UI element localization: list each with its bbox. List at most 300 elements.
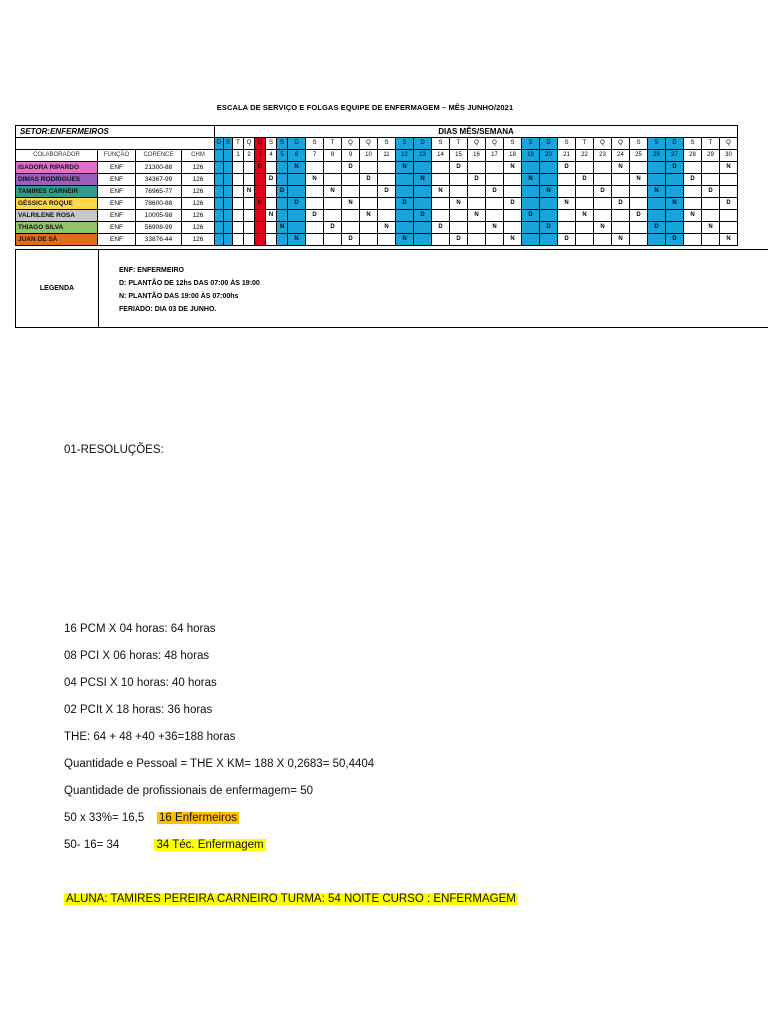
shift-cell: D [432,222,450,234]
staff-coren: 34367-99 [136,174,182,186]
staff-coren: 56908-99 [136,222,182,234]
staff-chm: 126 [182,234,215,246]
shift-cell: N [594,222,612,234]
staff-row [16,234,738,246]
weekday-header: S [432,138,450,150]
shift-cell: N [288,162,306,174]
shift-cell [702,198,720,210]
shift-cell: N [720,234,738,246]
shift-cell [558,174,576,186]
weekday-header: T [324,138,342,150]
shift-cell: D [486,186,504,198]
shift-cell [594,162,612,174]
shift-cell [255,234,266,246]
shift-cell [360,222,378,234]
resolucao-line: 16 PCM X 04 horas: 64 horas [64,623,216,635]
weekday-header: D [666,138,684,150]
shift-cell [450,174,468,186]
shift-cell [594,174,612,186]
shift-cell: D [450,162,468,174]
setor-label: SETOR:ENFERMEIROS [16,126,215,138]
shift-cell: N [396,162,414,174]
shift-cell [720,210,738,222]
column-header: CHM [182,150,215,162]
shift-cell [233,174,244,186]
shift-cell: D [306,210,324,222]
shift-cell: N [244,186,255,198]
shift-cell: N [576,210,594,222]
shift-cell: D [720,198,738,210]
legend-box [15,249,768,328]
shift-cell [306,198,324,210]
shift-cell [414,234,432,246]
resolucao-line: 08 PCI X 06 horas: 48 horas [64,650,210,662]
day-number: 3 [255,150,266,162]
shift-cell: D [396,198,414,210]
shift-cell [342,210,360,222]
shift-cell: D [324,222,342,234]
shift-cell [648,210,666,222]
shift-cell [324,198,342,210]
staff-coren: 10005-98 [136,210,182,222]
shift-cell: N [378,222,396,234]
staff-coren: 78600-88 [136,198,182,210]
shift-cell [648,162,666,174]
shift-cell: D [277,186,288,198]
shift-cell [594,198,612,210]
shift-cell: N [266,210,277,222]
shift-cell: N [342,198,360,210]
shift-cell [288,186,306,198]
shift-cell [648,234,666,246]
legend-line: D: PLANTÃO DE 12hs DAS 07:00 ÀS 19:00 [119,280,260,287]
shift-cell [486,174,504,186]
staff-chm: 126 [182,210,215,222]
shift-cell [702,234,720,246]
shift-cell [266,198,277,210]
shift-cell [540,162,558,174]
shift-cell: D [378,186,396,198]
shift-cell [468,198,486,210]
resolucao-line: Quantidade de profissionais de enfermagem= 50 [64,785,314,797]
shift-cell [666,222,684,234]
highlight-tecnicos: 34 Téc. Enfermagem [156,839,264,851]
shift-cell [233,234,244,246]
calc-text: 50- 16= 34 [64,839,120,851]
shift-cell [277,162,288,174]
day-number: 23 [594,150,612,162]
shift-cell [468,186,486,198]
shift-cell [378,198,396,210]
shift-cell [244,222,255,234]
shift-cell: N [504,162,522,174]
shift-cell [215,198,224,210]
shift-cell [414,222,432,234]
day-number: 16 [468,150,486,162]
day-number: 14 [432,150,450,162]
weekday-header: D [414,138,432,150]
shift-cell: N [540,186,558,198]
legend-label: LEGENDA [16,250,99,327]
day-number: 21 [558,150,576,162]
shift-cell: D [450,234,468,246]
weekday-header: D [215,138,224,150]
shift-cell: D [540,222,558,234]
legend-lines [119,264,260,316]
shift-cell: N [324,186,342,198]
shift-cell [522,222,540,234]
weekday-header: Q [612,138,630,150]
shift-cell [468,234,486,246]
shift-cell: N [432,186,450,198]
day-number: 9 [342,150,360,162]
shift-cell [612,222,630,234]
shift-cell [215,174,224,186]
shift-cell [378,174,396,186]
shift-cell [215,234,224,246]
day-number [215,150,224,162]
shift-cell [324,162,342,174]
resolucao-line: Quantidade e Pessoal = THE X KM= 188 X 0,2683= 50,4404 [64,758,375,770]
staff-row [16,162,738,174]
shift-cell: D [648,222,666,234]
shift-cell: D [360,174,378,186]
day-number: 29 [702,150,720,162]
shift-cell [255,222,266,234]
shift-cell [378,210,396,222]
shift-cell [266,162,277,174]
shift-cell [277,210,288,222]
staff-funcao: ENF [98,222,136,234]
column-header: COLABORADOR [16,150,98,162]
weekday-header: S [277,138,288,150]
day-number: 28 [684,150,702,162]
staff-chm: 126 [182,198,215,210]
shift-cell [432,210,450,222]
weekday-header: S [396,138,414,150]
shift-cell [612,210,630,222]
day-number: 13 [414,150,432,162]
shift-cell [288,210,306,222]
shift-cell [432,162,450,174]
staff-name: JUAN DE SÁ [16,234,98,246]
shift-cell: N [468,210,486,222]
day-number: 7 [306,150,324,162]
shift-cell [396,186,414,198]
shift-cell [224,198,233,210]
shift-cell [594,234,612,246]
shift-cell [215,162,224,174]
shift-cell [450,210,468,222]
shift-cell [504,222,522,234]
shift-cell [486,210,504,222]
shift-cell [630,162,648,174]
legend-line: ENF: ENFERMEIRO [119,267,184,274]
staff-funcao: ENF [98,174,136,186]
shift-cell [360,162,378,174]
dias-label: DIAS MÊS/SEMANA [215,126,738,138]
shift-cell [215,222,224,234]
staff-name: TAMIRES CARNEIR [16,186,98,198]
shift-cell [630,222,648,234]
weekday-header: Q [244,138,255,150]
weekday-header: Q [720,138,738,150]
shift-cell: N [360,210,378,222]
legend-line: FERIADO: DIA 03 DE JUNHO. [119,306,217,313]
shift-cell: D [522,210,540,222]
shift-cell [558,186,576,198]
shift-cell [450,222,468,234]
shift-cell [504,174,522,186]
day-number: 8 [324,150,342,162]
day-number: 19 [522,150,540,162]
shift-cell [468,222,486,234]
weekday-header: S [224,138,233,150]
shift-cell [378,162,396,174]
shift-cell: N [504,234,522,246]
shift-cell [233,210,244,222]
shift-cell [558,210,576,222]
shift-cell [576,186,594,198]
resolucao-line: THE: 64 + 48 +40 +36=188 horas [64,731,236,743]
shift-cell [324,234,342,246]
shift-cell [540,234,558,246]
shift-cell: D [666,234,684,246]
shift-cell [576,234,594,246]
shift-cell: N [288,234,306,246]
shift-cell: D [612,198,630,210]
shift-cell [378,234,396,246]
shift-cell [540,210,558,222]
shift-cell [522,198,540,210]
shift-cell: N [522,174,540,186]
shift-cell [648,174,666,186]
shift-cell [244,162,255,174]
shift-cell: D [684,174,702,186]
shift-cell [612,174,630,186]
shift-cell [414,186,432,198]
shift-cell [522,186,540,198]
staff-chm: 126 [182,174,215,186]
shift-cell [522,162,540,174]
shift-cell [720,222,738,234]
shift-cell [504,210,522,222]
day-number: 15 [450,150,468,162]
shift-cell [266,234,277,246]
schedule-table [15,125,738,246]
weekday-header: T [450,138,468,150]
weekday-header: S [648,138,666,150]
staff-name: ISADORA RIPARDO [16,162,98,174]
shift-cell [224,222,233,234]
shift-cell [233,198,244,210]
day-number: 27 [666,150,684,162]
shift-cell [684,186,702,198]
shift-cell [277,198,288,210]
weekday-header: T [576,138,594,150]
shift-cell: N [558,198,576,210]
weekday-header: Q [360,138,378,150]
shift-cell [360,234,378,246]
shift-cell [630,186,648,198]
shift-cell [720,174,738,186]
shift-cell: N [414,174,432,186]
day-number [224,150,233,162]
staff-funcao: ENF [98,210,136,222]
weekday-header: S [504,138,522,150]
shift-cell: D [288,198,306,210]
shift-cell [486,162,504,174]
weekday-header: Q [342,138,360,150]
shift-cell: D [630,210,648,222]
resolucao-line: 04 PCSI X 10 horas: 40 horas [64,677,217,689]
shift-cell: D [702,186,720,198]
shift-cell [255,210,266,222]
shift-cell: N [612,234,630,246]
shift-cell [684,222,702,234]
shift-cell: N [277,222,288,234]
shift-cell [306,222,324,234]
shift-cell: D [468,174,486,186]
shift-cell [255,186,266,198]
staff-name: VALRILENE ROSA [16,210,98,222]
weekday-header: D [288,138,306,150]
shift-cell [306,234,324,246]
shift-cell [244,198,255,210]
page-title: ESCALA DE SERVIÇO E FOLGAS EQUIPE DE ENFERMAGEM – MÊS JUNHO/2021 [216,103,514,112]
shift-cell [396,222,414,234]
day-number: 1 [233,150,244,162]
shift-cell [702,210,720,222]
shift-cell [224,234,233,246]
shift-cell [233,222,244,234]
weekday-header: Q [594,138,612,150]
shift-cell [233,162,244,174]
shift-cell [414,162,432,174]
staff-name: DIMAS RODRIGUES [16,174,98,186]
shift-cell: N [630,174,648,186]
weekday-header: Q [255,138,266,150]
day-number: 12 [396,150,414,162]
resolucao-line: 02 PCIt X 18 horas: 36 horas [64,704,213,716]
calc-enfermeiros [64,812,239,824]
staff-row [16,210,738,222]
shift-cell [360,198,378,210]
staff-funcao: ENF [98,234,136,246]
column-header: CORENCE [136,150,182,162]
shift-cell [576,162,594,174]
shift-cell [342,174,360,186]
shift-cell: D [342,234,360,246]
day-number: 11 [378,150,396,162]
shift-cell [215,186,224,198]
shift-cell: N [702,222,720,234]
staff-row [16,222,738,234]
shift-cell [702,162,720,174]
staff-chm: 126 [182,162,215,174]
weekday-header: S [558,138,576,150]
shift-cell [468,162,486,174]
shift-cell [432,198,450,210]
shift-cell [288,222,306,234]
shift-cell: D [342,162,360,174]
shift-cell [224,174,233,186]
shift-cell: D [594,186,612,198]
shift-cell [396,174,414,186]
weekday-header: S [378,138,396,150]
shift-cell [306,162,324,174]
shift-cell [342,222,360,234]
weekday-header: Q [468,138,486,150]
shift-cell: N [255,198,266,210]
shift-cell: N [684,210,702,222]
weekday-header: T [233,138,244,150]
shift-cell [612,186,630,198]
shift-cell [414,198,432,210]
staff-funcao: ENF [98,162,136,174]
staff-name: THIAGO SILVA [16,222,98,234]
column-header: FUNÇÃO [98,150,136,162]
shift-cell [244,174,255,186]
shift-cell [684,162,702,174]
shift-cell [630,234,648,246]
shift-cell: N [396,234,414,246]
shift-cell [648,198,666,210]
shift-cell: N [648,186,666,198]
day-number: 5 [277,150,288,162]
shift-cell [277,174,288,186]
staff-funcao: ENF [98,186,136,198]
day-number: 18 [504,150,522,162]
shift-cell [324,174,342,186]
shift-cell: D [255,162,266,174]
day-number: 2 [244,150,255,162]
day-number: 26 [648,150,666,162]
shift-cell: N [720,162,738,174]
calc-tecnicos [64,839,266,851]
shift-cell [702,174,720,186]
shift-cell [666,186,684,198]
staff-row [16,186,738,198]
staff-name: GÉSSICA ROQUE [16,198,98,210]
day-number: 20 [540,150,558,162]
shift-cell [432,174,450,186]
shift-cell [266,186,277,198]
shift-cell: D [666,162,684,174]
shift-cell: N [486,222,504,234]
shift-cell [486,198,504,210]
weekday-header: D [540,138,558,150]
shift-cell [540,174,558,186]
shift-cell [666,174,684,186]
staff-coren: 33876-44 [136,234,182,246]
shift-cell: N [450,198,468,210]
shift-cell [684,234,702,246]
shift-cell [306,186,324,198]
weekday-header: Q [486,138,504,150]
day-number: 17 [486,150,504,162]
highlight-enfermeiros: 16 Enfermeiros [159,812,238,824]
shift-cell [224,162,233,174]
calc-text: 50 x 33%= 16,5 [64,812,145,824]
shift-cell [504,186,522,198]
shift-cell: D [414,210,432,222]
shift-cell: D [558,234,576,246]
staff-coren: 76965-77 [136,186,182,198]
day-number: 24 [612,150,630,162]
staff-coren: 21300-88 [136,162,182,174]
shift-cell [720,186,738,198]
